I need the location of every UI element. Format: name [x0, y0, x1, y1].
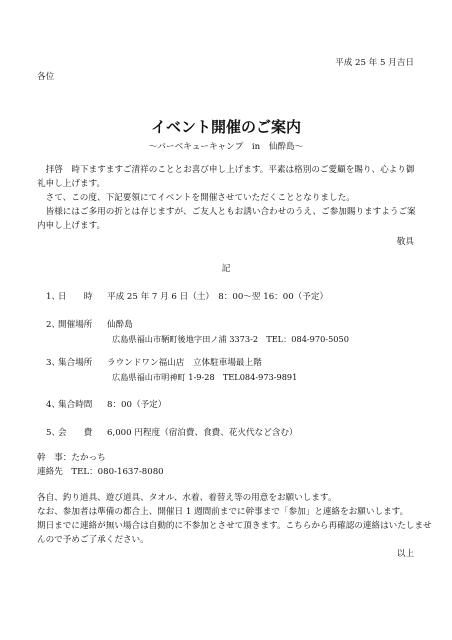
- greeting-line: 皆様にはご多用の折とは存じますが、ご友人ともお誘い合わせのうえ、ご参加賜りますようご案: [37, 207, 416, 217]
- closing-ijo: 以上: [396, 549, 414, 559]
- note-line: 期日までに連絡が無い場合は自動的に不参加とさせて頂きます。こちらから再確認の連絡はいたしませ: [37, 521, 432, 531]
- greeting-line: さて、この度、下記要領にてイベントを開催させていただくこととなりました。: [37, 193, 355, 203]
- greeting-line: 内申し上げます。: [37, 221, 106, 231]
- item-address: 広島県福山市明神町 1-9-28 TEL084-973-9891: [112, 372, 298, 382]
- item-address: 広島県福山市鞆町後地字田ノ浦 3373-2 TEL：084-970-5050: [112, 334, 349, 344]
- item-number: 3、: [46, 358, 61, 368]
- document-subtitle: ～バーベキューキャンプ in 仙酔島～: [148, 142, 304, 152]
- document-date: 平成 25 年 5 月吉日: [335, 58, 414, 68]
- note-line: んので予めご了承ください。: [37, 535, 149, 545]
- item-number: 4、: [46, 400, 61, 410]
- item-value: 仙酔島: [107, 320, 133, 330]
- item-number: 2、: [46, 320, 61, 330]
- closing-keigu: 敬具: [396, 237, 414, 247]
- item-label: 集合場所: [58, 358, 93, 368]
- item-number: 5、: [46, 428, 61, 438]
- addressee: 各位: [37, 72, 55, 82]
- item-label: 開催場所: [58, 320, 93, 330]
- contact-phone: 連絡先 TEL：080-1637-8080: [37, 467, 164, 477]
- greeting-line: 拝啓 時下ますますご清祥のこととお喜び申し上げます。平素は格別のご愛顧を賜り、心より御: [37, 165, 415, 175]
- item-label: 集合時間: [58, 400, 93, 410]
- greeting-line: 礼申し上げます。: [37, 179, 106, 189]
- organizer: 幹 事：たかっち: [37, 453, 106, 463]
- item-value: 平成 25 年 7 月 6 日（土） 8：00〜翌 16：00（予定）: [107, 292, 329, 302]
- ki-heading: 記: [221, 264, 231, 274]
- item-label: 会 費: [58, 428, 93, 438]
- document-title: イベント開催のご案内: [150, 118, 301, 136]
- item-label: 日 時: [58, 292, 93, 302]
- note-line: 各自、釣り道具、遊び道具、タオル、水着、着替え等の用意をお願いします。: [37, 493, 337, 503]
- note-line: なお、参加者は準備の都合上、開催日 1 週間前までに幹事まで「参加」と連絡をお願いします。: [37, 507, 409, 517]
- item-value: 8：00（予定）: [107, 400, 167, 410]
- item-number: 1、: [46, 292, 61, 302]
- item-value: ラウンドワン福山店 立体駐車場最上階: [107, 358, 262, 368]
- item-value: 6,000 円程度（宿泊費、食費、花火代など含む）: [107, 428, 298, 438]
